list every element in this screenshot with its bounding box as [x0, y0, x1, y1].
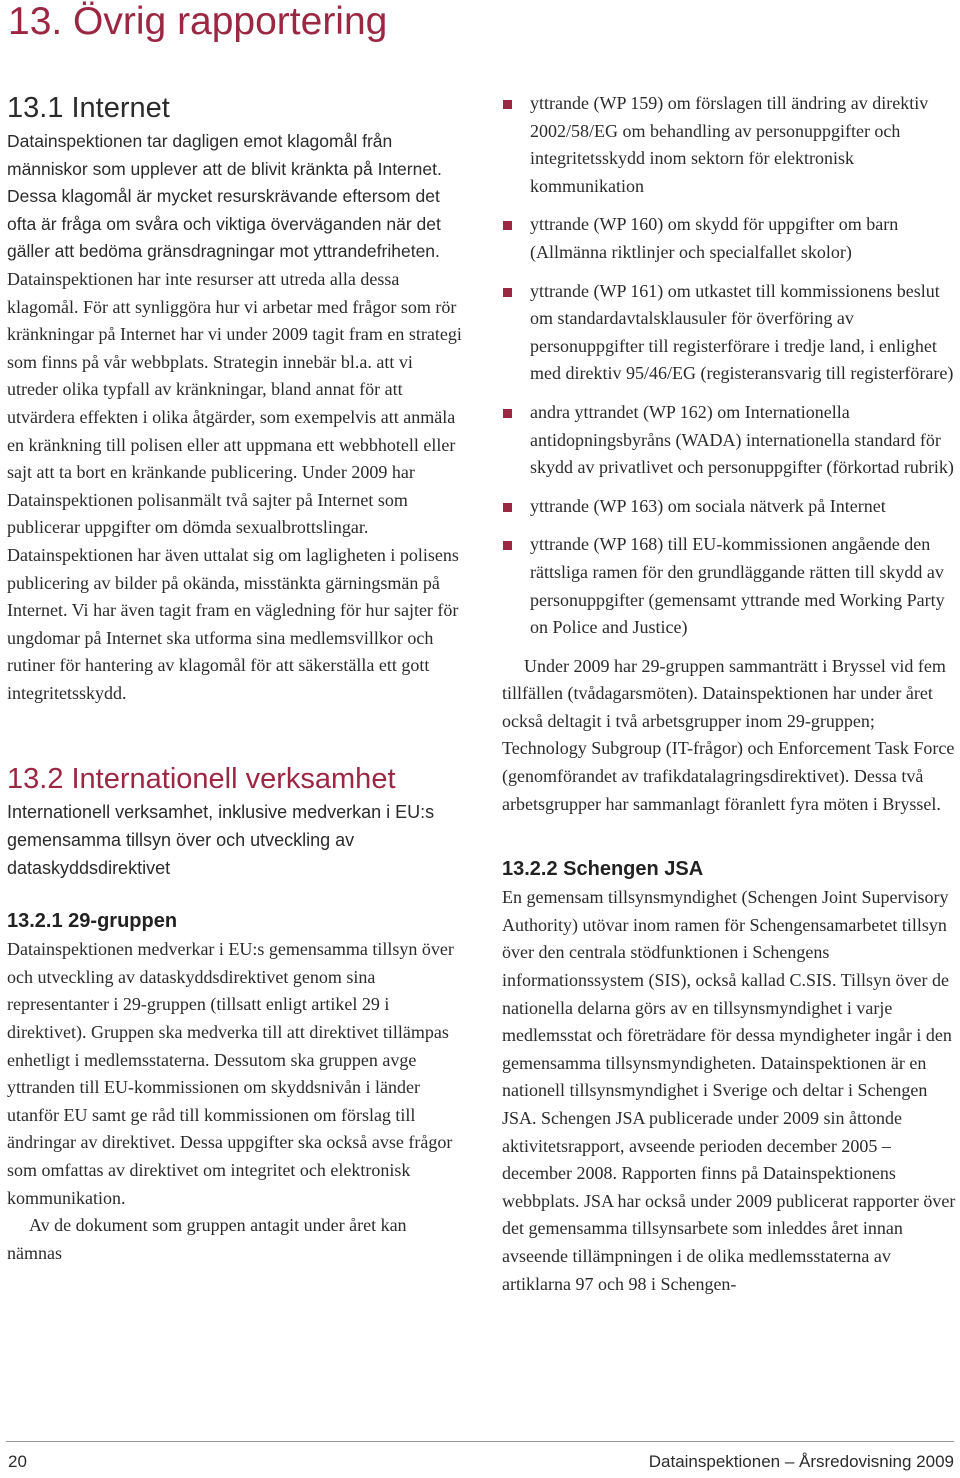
bullet-square-icon: [503, 288, 512, 297]
chapter-title: 13. Övrig rapportering: [8, 0, 388, 43]
list-item: yttrande (WP 160) om skydd för uppgifter om barn (Allmänna riktlinjer och specialfallet skolor): [502, 211, 960, 266]
right-column: [502, 90, 960, 1298]
bullet-square-icon: [503, 503, 512, 512]
bullet-square-icon: [503, 409, 512, 418]
schengen-paragraph: En gemensam tillsynsmyndighet (Schengen Joint Supervisory Authority) utövar inom ramen för Schengensamarbetet tillsyn över den centrala stödfunktionen i Schengens informationssystem (SIS), också kallad C.SIS. Tillsyn över de nationella delarna görs av en tillsynsmyndighet i varje medlemsstat och företrädare för dessa myndigheter ingår i den gemensamma tillsynsmyndigheten. Datainspektionen är en nationell tillsynsmyndighet i Sverige och deltar i Schengen JSA. Schengen JSA publicerade under 2009 sin åttonde aktivitetsrapport, avseende perioden december 2005 – december 2008. Rapporten finns på Datainspektionens webbplats. JSA har också under 2009 publicerat rapporter över det gemensamma tillsynsarbete som inleddes året innan avseende tillämpningen i de olika medlemsstaterna av artiklarna 97 och 98 i Schengen-: [502, 887, 956, 1294]
section-heading-international: 13.2 Internationell verksamhet: [7, 763, 396, 796]
group29-paragraph-3: Under 2009 har 29-gruppen sammanträtt i Bryssel vid fem tillfällen (tvådagarsmöten). Datainspektionen har under året också deltagit i två arbetsgrupper inom 29-gruppen; Technology Subgroup (IT-frågor) och Enforcement Task Force (genomförandet av trafikdatalagringsdirektivet). Dessa två arbetsgrupper har sammanlagt föranlett fyra möten i Bryssel.: [502, 655, 955, 814]
subsection-heading-schengen: 13.2.2 Schengen JSA: [502, 858, 704, 881]
document-list: [502, 90, 960, 642]
publication-title: Datainspektionen – Årsredovisning 2009: [648, 1452, 954, 1471]
list-item: yttrande (WP 168) till EU-kommissionen angående den rättsliga ramen för den grundläggande rätten till skydd av personuppgifter (gemensamt yttrande med Working Party on Police and Justice): [502, 531, 960, 641]
left-column: [7, 88, 462, 1267]
list-item: yttrande (WP 159) om förslagen till ändring av direktiv 2002/58/EG om behandling av personuppgifter och integritetsskydd inom sektorn för elektronisk kommunikation: [502, 90, 960, 200]
internet-intro-text: Datainspektionen tar dagligen emot klagomål från människor som upplever att de blivit kränkta på Internet. Dessa klagomål är mycket resurskrävande eftersom det ofta är fråga om svåra och viktiga överväganden när det gäller att bedöma gränsdragningar mot yttrandefriheten.: [7, 131, 442, 262]
bullet-square-icon: [503, 221, 512, 230]
list-item: yttrande (WP 161) om utkastet till kommissionens beslut om standardavtalsklausuler för överföring av personuppgifter till registerförare i tredje land, i enlighet med direktiv 95/46/EG (registeransvarig till registerförare): [502, 278, 960, 388]
bullet-square-icon: [503, 541, 512, 550]
subsection-heading-29-gruppen: 13.2.1 29-gruppen: [7, 910, 178, 933]
section-heading-internet: 13.1 Internet: [7, 92, 170, 124]
internet-paragraph: [7, 128, 462, 707]
list-item: yttrande (WP 163) om sociala nätverk på Internet: [502, 493, 960, 521]
footer-divider: [6, 1441, 954, 1442]
bullet-square-icon: [503, 100, 512, 109]
list-item: andra yttrandet (WP 162) om Internationella antidopningsbyråns (WADA) internationella standard för skydd av privatlivet och personuppgifter (förkortad rubrik): [502, 399, 960, 482]
internet-body-text: Datainspektionen har inte resurser att utreda alla dessa klagomål. För att synliggöra hur vi arbetar med frågor som rör kränkningar på Internet har vi under 2009 tagit fram en strategi som finns på vår webbplats. Strategin innebär bl.a. att vi utreder olika typfall av kränkningar, bland annat för att utvärdera effekten i olika åtgärder, som exempelvis att anmäla en kränkning till polisen eller att uppmana ett webbhotell eller sajt att ta bort en kränkande publicering. Under 2009 har Datainspektionen polisanmält två sajter på Internet som publicerar uppgifter om dömda sexualbrottslingar. Datainspektionen har även uttalat sig om lagligheten i polisens publicering av bilder på okända, misstänkta gärningsmän på Internet. Vi har även tagit fram en vägledning för hur sajter för ungdomar på Internet ska utforma sina medlemsvillkor och rutiner för hantering av klagomål för att säkerställa ett gott integritetsskydd.: [7, 268, 462, 703]
group29-paragraph-1: Datainspektionen medverkar i EU:s gemensamma tillsyn över och utveckling av dataskyddsdirektivet genom sina representanter i 29-gruppen (tillsatt enligt artikel 29 i direktivet). Gruppen ska medverka till att direktivet tillämpas enhetligt i medlemsstaterna. Dessutom ska gruppen avge yttranden till EU-kommissionen om skyddsnivån i länder utanför EU samt ge råd till kommissionen om förslag till ändringar av direktivet. Dessa uppgifter ska också avse frågor som omfattas av direktivet om integritet och elektronisk kommunikation.: [7, 939, 454, 1208]
group29-paragraph-2: Av de dokument som gruppen antagit under året kan nämnas: [7, 1215, 407, 1263]
international-intro: Internationell verksamhet, inklusive medverkan i EU:s gemensamma tillsyn över och utveckling av dataskyddsdirektivet: [7, 802, 435, 878]
page-number: 20: [8, 1452, 27, 1471]
